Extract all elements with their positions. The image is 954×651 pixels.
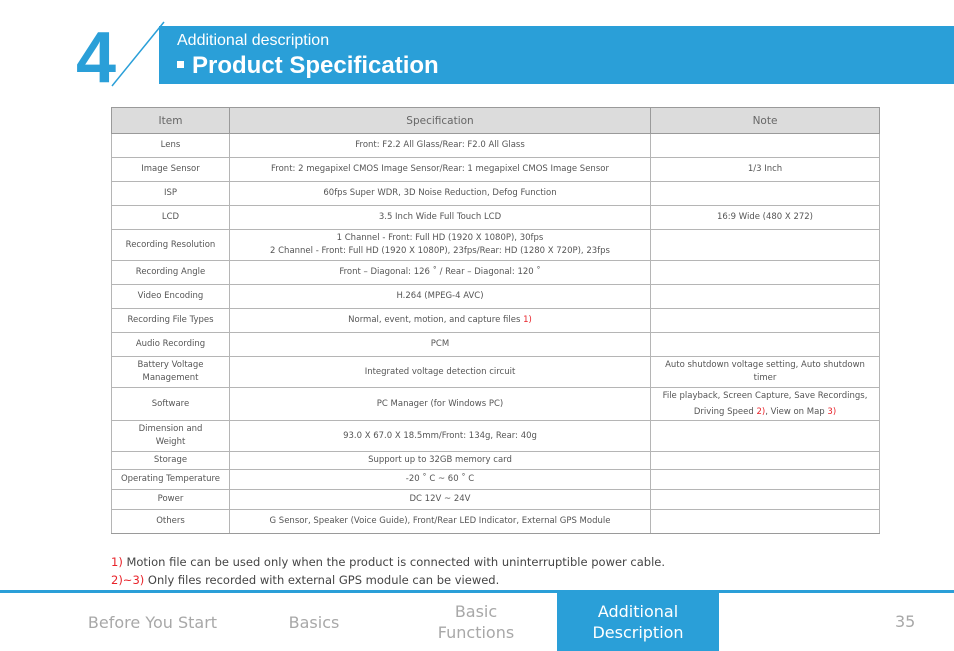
cell-item: Operating Temperature (112, 470, 230, 490)
footnote-ref: 1) (523, 315, 532, 325)
table-row (112, 206, 880, 230)
table-row (112, 134, 880, 158)
cell-note-line: Auto shutdown voltage setting, Auto shutdown (665, 360, 865, 370)
cell-note: 1/3 Inch (651, 158, 880, 182)
nav-tab-label: Functions (437, 623, 515, 642)
nav-tab-label: Basic (454, 602, 498, 621)
cell-spec (230, 309, 651, 333)
column-header-note: Note (651, 108, 880, 134)
table-row (112, 230, 880, 261)
cell-item (112, 357, 230, 388)
table-row (112, 357, 880, 388)
cell-note (651, 333, 880, 357)
cell-note-line: timer (753, 373, 777, 383)
cell-item (112, 421, 230, 452)
cell-note (651, 452, 880, 470)
cell-note (651, 309, 880, 333)
cell-item: Image Sensor (112, 158, 230, 182)
cell-note (651, 470, 880, 490)
nav-tab-basics[interactable] (255, 593, 373, 651)
cell-item: Audio Recording (112, 333, 230, 357)
cell-spec: DC 12V ~ 24V (230, 490, 651, 510)
cell-note (651, 182, 880, 206)
cell-spec: Front – Diagonal: 126 ˚ / Rear – Diagonal: 120 ˚ (230, 261, 651, 285)
column-header-item: Item (112, 108, 230, 134)
table-row (112, 309, 880, 333)
footnote-ref: 1) (111, 555, 123, 569)
footnote-ref: 2) (756, 407, 766, 417)
cell-spec: Front: 2 megapixel CMOS Image Sensor/Rear: 1 megapixel CMOS Image Sensor (230, 158, 651, 182)
cell-spec: G Sensor, Speaker (Voice Guide), Front/Rear LED Indicator, External GPS Module (230, 510, 651, 534)
nav-tab-label: Before You Start (87, 612, 218, 632)
cell-spec: 3.5 Inch Wide Full Touch LCD (230, 206, 651, 230)
cell-item: Software (112, 388, 230, 421)
cell-note: 16:9 Wide (480 X 272) (651, 206, 880, 230)
chapter-number: 4 (76, 18, 115, 98)
cell-spec (230, 230, 651, 261)
table-row (112, 285, 880, 309)
cell-spec: H.264 (MPEG-4 AVC) (230, 285, 651, 309)
footnote-text: Motion file can be used only when the product is connected with uninterruptible power cable. (122, 555, 666, 569)
page-number: 35 (895, 612, 916, 631)
table-header-row (112, 108, 880, 134)
cell-note (651, 510, 880, 534)
table-row (112, 333, 880, 357)
cell-spec-text: Normal, event, motion, and capture files (348, 315, 524, 325)
footnote-ref: 2)~3) (111, 573, 145, 587)
table-row (112, 470, 880, 490)
table-row (112, 490, 880, 510)
cell-note (651, 134, 880, 158)
table-row (112, 452, 880, 470)
cell-note-text: Driving Speed (693, 407, 757, 417)
nav-tab-before-you-start[interactable] (70, 593, 235, 651)
nav-tab-label: Description (592, 623, 684, 642)
cell-spec: PC Manager (for Windows PC) (230, 388, 651, 421)
header-subtitle: Additional description (177, 32, 330, 49)
cell-item-line: Dimension and (138, 424, 203, 434)
footnote-text: Only files recorded with external GPS module can be viewed. (144, 573, 500, 587)
cell-note (651, 357, 880, 388)
cell-note (651, 261, 880, 285)
cell-spec: -20 ˚ C ~ 60 ˚ C (230, 470, 651, 490)
table-row (112, 388, 880, 421)
page-title (177, 52, 439, 80)
cell-item: Others (112, 510, 230, 534)
square-bullet-icon (177, 61, 184, 68)
cell-item: ISP (112, 182, 230, 206)
page-title-text: Product Specification (192, 52, 439, 79)
cell-spec: Support up to 32GB memory card (230, 452, 651, 470)
cell-note (651, 388, 880, 421)
header-banner (159, 26, 954, 84)
cell-item-line: Weight (155, 437, 186, 447)
cell-spec-line: 1 Channel - Front: Full HD (1920 X 1080P), 30fps (336, 233, 544, 243)
cell-item: Lens (112, 134, 230, 158)
column-header-specification: Specification (230, 108, 651, 134)
cell-note (651, 421, 880, 452)
footnote (111, 553, 665, 571)
cell-item-line: Management (142, 373, 199, 383)
cell-item: Power (112, 490, 230, 510)
cell-item: Recording Angle (112, 261, 230, 285)
cell-spec: 60fps Super WDR, 3D Noise Reduction, Defog Function (230, 182, 651, 206)
nav-tab-label: Basics (288, 612, 340, 632)
cell-note-line: File playback, Screen Capture, Save Recordings, (662, 391, 868, 401)
cell-spec-line: 2 Channel - Front: Full HD (1920 X 1080P), 23fps/Rear: HD (1280 X 720P), 23fps (270, 246, 610, 256)
table-row (112, 182, 880, 206)
nav-tab-additional-description[interactable] (557, 593, 719, 651)
spec-table (111, 107, 880, 534)
nav-tab-basic-functions[interactable] (405, 593, 547, 651)
footnotes (111, 553, 665, 589)
cell-item: Recording File Types (112, 309, 230, 333)
footnote-ref: 3) (827, 407, 837, 417)
footnote (111, 571, 665, 589)
table-row (112, 158, 880, 182)
cell-note (651, 490, 880, 510)
cell-spec: 93.0 X 67.0 X 18.5mm/Front: 134g, Rear: 40g (230, 421, 651, 452)
cell-note-text: , View on Map (765, 407, 828, 417)
cell-spec: Front: F2.2 All Glass/Rear: F2.0 All Glass (230, 134, 651, 158)
cell-note-line (655, 404, 875, 420)
cell-note (651, 285, 880, 309)
nav-tab-label: Additional (597, 602, 679, 621)
cell-note (651, 230, 880, 261)
cell-item: Recording Resolution (112, 230, 230, 261)
cell-spec: PCM (230, 333, 651, 357)
cell-item: Video Encoding (112, 285, 230, 309)
table-row (112, 510, 880, 534)
table-row (112, 421, 880, 452)
cell-item: Storage (112, 452, 230, 470)
cell-item: LCD (112, 206, 230, 230)
cell-item-line: Battery Voltage (137, 360, 204, 370)
cell-spec: Integrated voltage detection circuit (230, 357, 651, 388)
table-row (112, 261, 880, 285)
